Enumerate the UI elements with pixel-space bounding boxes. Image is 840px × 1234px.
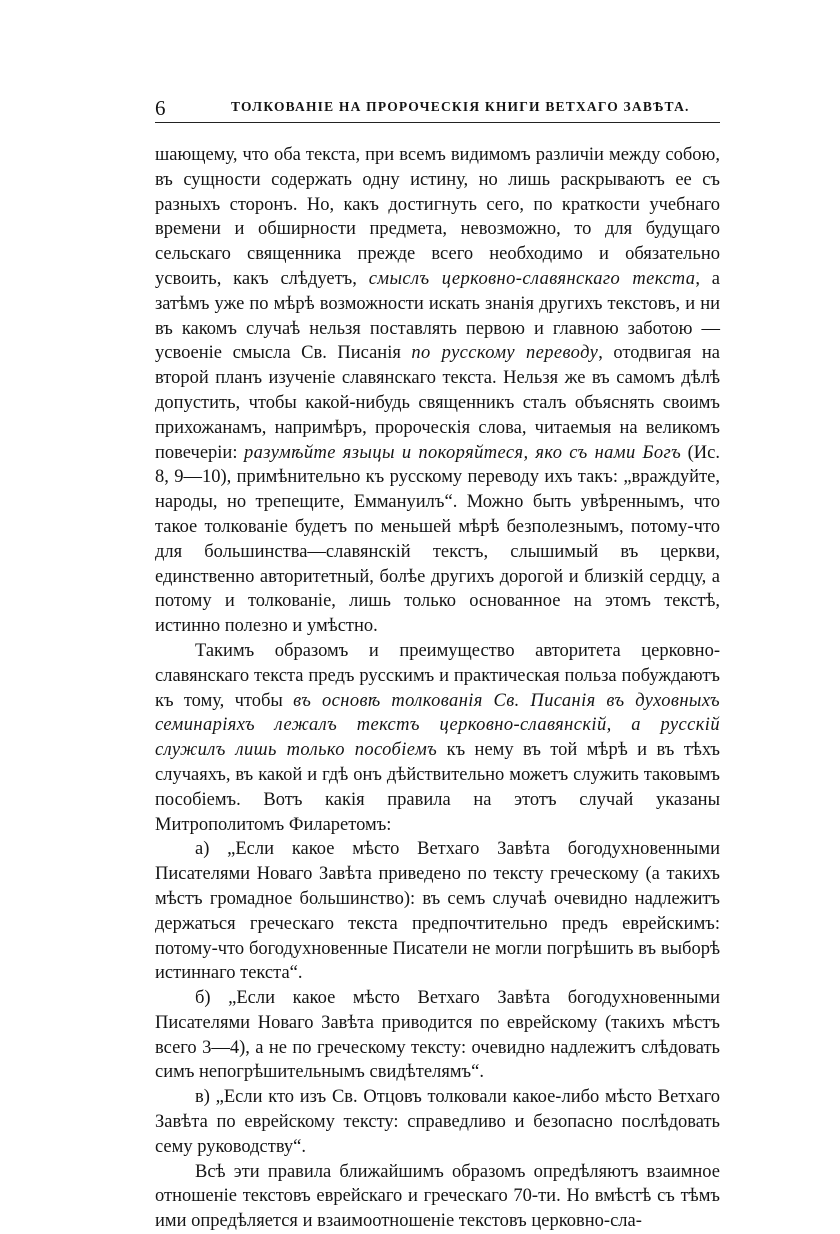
italic-text: разумѣйте языцы и покоряйтеся, яко съ нами Богъ xyxy=(243,442,682,463)
text-run: в) „Если кто изъ Св. Отцовъ толковали какое-либо мѣсто Ветхаго Завѣта по еврейскому тексту: справедливо и безопасно послѣдовать сему руководству“. xyxy=(155,1087,720,1157)
running-title: ТОЛКОВАНІЕ НА ПРОРОЧЕСКІЯ КНИГИ ВЕТХАГО ЗАВѢТА. xyxy=(231,99,690,114)
body-text xyxy=(155,143,720,1234)
running-head xyxy=(155,96,720,123)
italic-text: по русскому переводу xyxy=(411,343,599,364)
text-run: Всѣ эти правила ближайшимъ образомъ опредѣляютъ взаимное отношеніе текстовъ еврейскаго и греческаго 70-ти. Но вмѣстѣ съ тѣмъ ими опредѣляется и взаимоотношеніе текстовъ церковно-сла- xyxy=(155,1161,720,1232)
paragraph xyxy=(155,986,720,1085)
italic-text: смыслъ церковно-славянскаго текста xyxy=(368,268,696,289)
text-run: , а затѣмъ уже по мѣрѣ возможности искать знанія другихъ текстовъ, и ни въ какомъ случаѣ нельзя поставлять первою и главною заботою — усвоеніе смысла Св. Писанія xyxy=(155,268,720,364)
italic-text: въ основѣ толкованія Св. Писанія въ духовныхъ семинаріяхъ лежалъ текстъ церковно-славянскій, а русскій служилъ лишь только пособіемъ xyxy=(155,690,720,761)
paragraph xyxy=(155,143,720,639)
text-run: шающему, что оба текста, при всемъ видимомъ различіи между собою, въ сущности содержать одну истину, но лишь раскрываютъ ее съ разныхъ сторонъ. Но, какъ достигнуть сего, по краткости учебнаго времени и обширности предмета, невозможно, то для будущаго сельскаго священника прежде всего необходимо и обязательно усвоить, какъ слѣдуетъ, xyxy=(155,145,720,289)
book-page xyxy=(155,96,720,1234)
text-run: , отодвигая на второй планъ изученіе славянскаго текста. Нельзя же въ самомъ дѣлѣ допустить, чтобы какой-нибудь священникъ сталъ объяснять своимъ прихожанамъ, напримѣръ, пророческія слова, читаемыя на великомъ повечеріи: xyxy=(155,343,720,463)
paragraph xyxy=(155,1085,720,1159)
paragraph xyxy=(155,1160,720,1234)
paragraph xyxy=(155,837,720,986)
text-run: а) „Если какое мѣсто Ветхаго Завѣта богодухновенными Писателями Новаго Завѣта приведено по тексту греческому (а такихъ мѣстъ громадное большинство): въ семъ случаѣ очевидно надлежитъ держаться греческаго текста предпочтительно предъ еврейскимъ: потому-что богодухновенные Писатели не могли погрѣшить въ выборѣ истиннаго текста“. xyxy=(155,839,720,984)
page-number: 6 xyxy=(155,96,166,120)
text-run: б) „Если какое мѣсто Ветхаго Завѣта богодухновенными Писателями Новаго Завѣта приводится по еврейскому (такихъ мѣстъ всего 3—4), а не по греческому тексту: очевидно надлежитъ слѣдовать симъ непогрѣшительнымъ свидѣтелямъ“. xyxy=(155,988,720,1083)
text-run: къ нему въ той мѣрѣ и въ тѣхъ случаяхъ, въ какой и гдѣ онъ дѣйствительно можетъ служить таковымъ пособіемъ. Вотъ какія правила на этотъ случай указаны Митрополитомъ Филаретомъ: xyxy=(155,740,720,835)
text-run: Такимъ образомъ и преимущество авторитета церковно-славянскаго текста предъ русскимъ и практическая польза побуждаютъ къ тому, чтобы xyxy=(155,640,720,711)
text-run: (Ис. 8, 9—10), примѣнительно къ русскому переводу ихъ такъ: „враждуйте, народы, но трепещите, Еммануилъ“. Можно быть увѣреннымъ, что такое толкованіе будетъ по меньшей мѣрѣ безполезнымъ, потому-что для большинства—славянскій текстъ, слышимый въ церкви, единственно авторитетный, болѣе другихъ дорогой и близкій сердцу, а потому и толкованіе, лишь только основанное на этомъ текстѣ, истинно полезно и умѣстно. xyxy=(155,442,720,637)
paragraph xyxy=(155,639,720,837)
